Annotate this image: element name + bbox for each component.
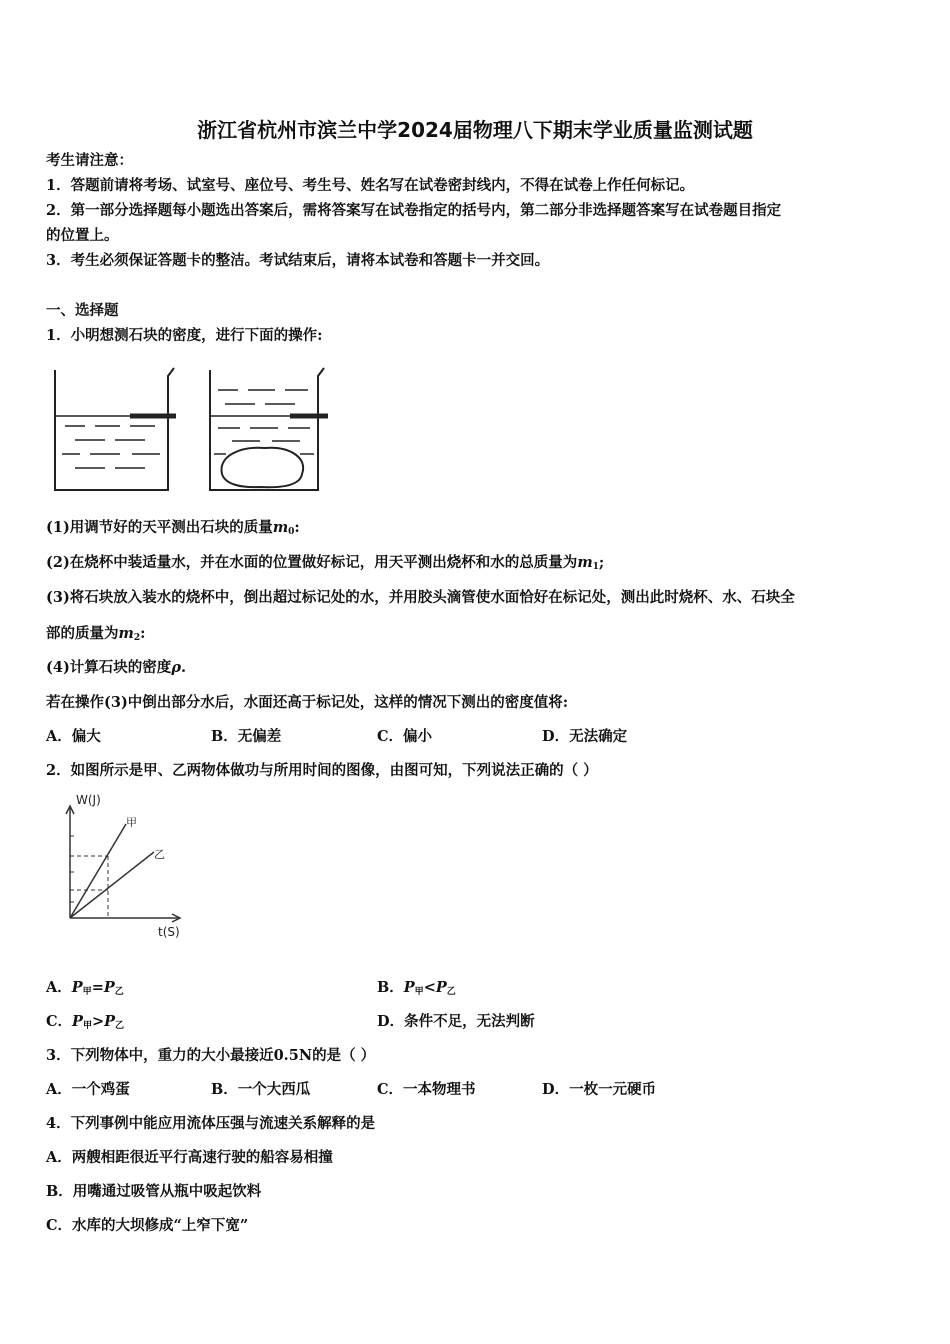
q1-option-c[interactable]: C．偏小 — [377, 728, 433, 745]
page-title: 浙江省杭州市滨兰中学2024届物理八下期末学业质量监测试题 — [197, 118, 753, 142]
work-time-graph — [60, 790, 190, 950]
q3-option-d[interactable]: D．一枚一元硬币 — [542, 1081, 657, 1098]
stone — [222, 448, 304, 487]
y-axis-label: W(J) — [76, 793, 101, 807]
q3-option-a[interactable]: A．一个鸡蛋 — [46, 1081, 130, 1098]
q2-option-c[interactable]: C．$P_甲>P_乙$ — [46, 1013, 125, 1031]
beaker-1 — [55, 368, 174, 490]
section-heading: 一、选择题 — [46, 302, 119, 319]
q1-question: 若在操作(3)中倒出部分水后，水面还高于标记处，这样的情况下测出的密度值将: — [46, 694, 569, 711]
q1-stem: 1．小明想测石块的密度，进行下面的操作: — [46, 327, 323, 344]
beaker-figure — [50, 366, 340, 496]
notice-item-2b: 的位置上。 — [46, 227, 119, 244]
q1-step-3b: 部的质量为$m_2$: — [46, 625, 146, 643]
q4-option-a[interactable]: A．两艘相距很近平行高速行驶的船容易相撞 — [46, 1149, 333, 1166]
line-yi — [70, 852, 154, 918]
q1-option-d[interactable]: D．无法确定 — [542, 728, 628, 745]
notice-item-2a: 2．第一部分选择题每小题选出答案后，需将答案写在试卷指定的括号内，第二部分非选择题答案写在试卷题目指定 — [46, 202, 782, 219]
q3-option-b[interactable]: B．一个大西瓜 — [211, 1081, 311, 1098]
q1-option-a[interactable]: A．偏大 — [46, 728, 101, 745]
line-jia — [70, 824, 126, 918]
q4-option-b[interactable]: B．用嘴通过吸管从瓶中吸起饮料 — [46, 1183, 262, 1200]
q1-step-1: (1)用调节好的天平测出石块的质量$m_0$: — [46, 519, 300, 537]
q4-stem: 4．下列事例中能应用流体压强与流速关系解释的是 — [46, 1115, 376, 1132]
q2-option-a[interactable]: A．$P_甲=P_乙$ — [46, 979, 124, 997]
line-jia-label: 甲 — [126, 816, 137, 829]
q1-step-2: (2)在烧杯中装适量水，并在水面的位置做好标记，用天平测出烧杯和水的总质量为$m_1$; — [46, 554, 605, 572]
line-yi-label: 乙 — [154, 848, 165, 861]
q1-option-b[interactable]: B．无偏差 — [211, 728, 282, 745]
q2-option-b[interactable]: B．$P_甲<P_乙$ — [377, 979, 456, 997]
q1-step-3a: (3)将石块放入装水的烧杯中，倒出超过标记处的水，并用胶头滴管使水面恰好在标记处，测出此时烧杯、水、石块全 — [46, 589, 795, 606]
q4-option-c[interactable]: C．水库的大坝修成“上窄下宽” — [46, 1217, 249, 1234]
q3-option-c[interactable]: C．一本物理书 — [377, 1081, 476, 1098]
q3-stem: 3．下列物体中，重力的大小最接近0.5N的是（ ） — [46, 1047, 376, 1064]
notice-item-3: 3．考生必须保证答题卡的整洁。考试结束后，请将本试卷和答题卡一并交回。 — [46, 252, 550, 269]
beaker-2 — [210, 368, 324, 490]
q2-option-d[interactable]: D．条件不足，无法判断 — [377, 1013, 535, 1030]
notice-heading: 考生请注意： — [46, 152, 133, 169]
q2-stem: 2．如图所示是甲、乙两物体做功与所用时间的图像，由图可知，下列说法正确的（ ） — [46, 762, 598, 779]
x-axis-label: t(S) — [158, 925, 180, 939]
q1-step-4: (4)计算石块的密度ρ. — [46, 659, 187, 676]
notice-item-1: 1．答题前请将考场、试室号、座位号、考生号、姓名写在试卷密封线内，不得在试卷上作任何标记。 — [46, 177, 695, 194]
